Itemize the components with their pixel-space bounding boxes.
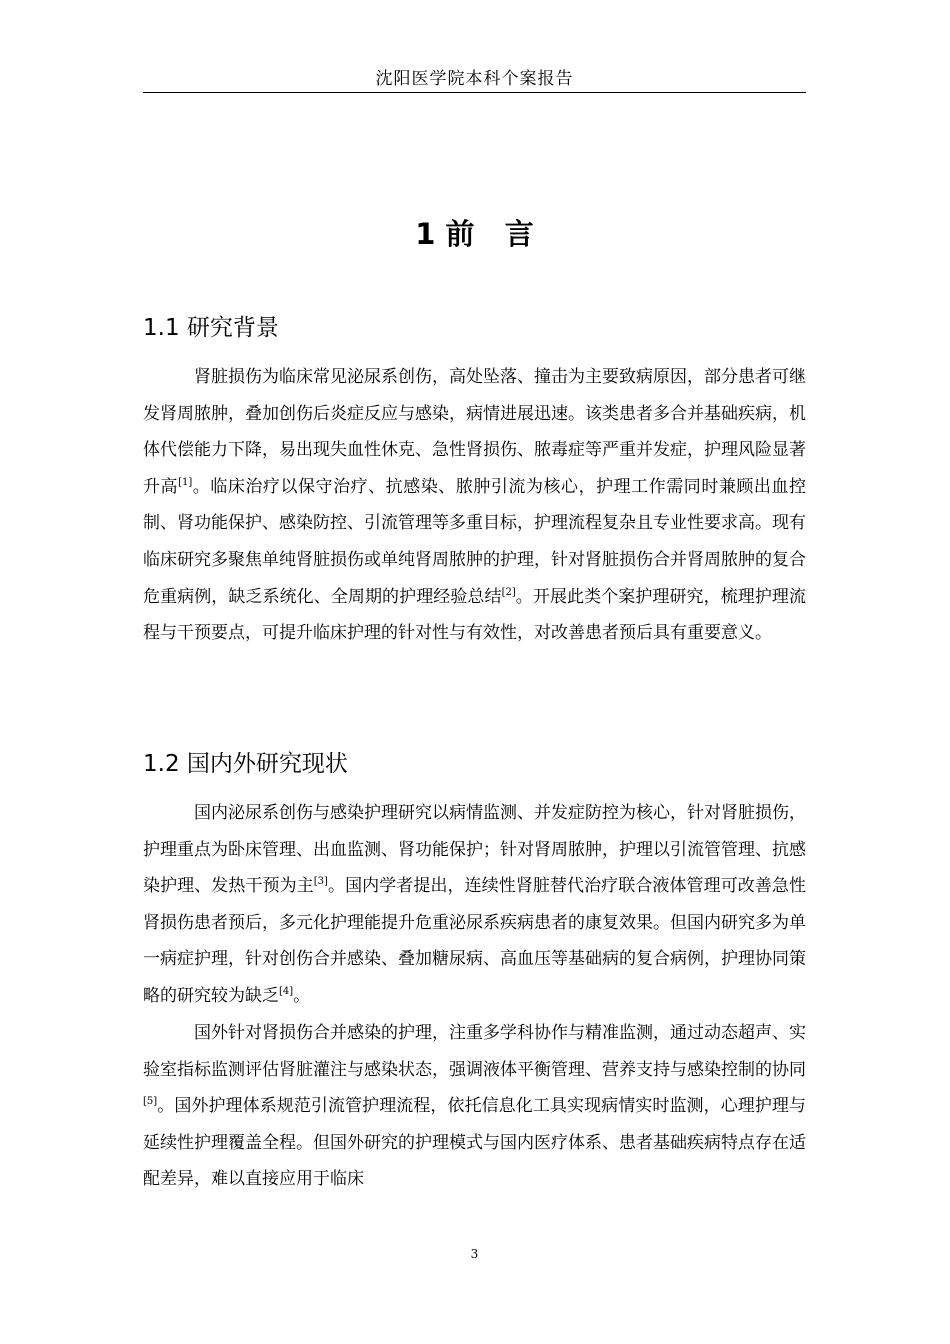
- header-rule: [143, 92, 806, 93]
- citation-ref: [1]: [178, 476, 193, 488]
- citation-ref: [4]: [279, 985, 294, 997]
- paragraph-text: 。开展此类个案护理研究，梳理护理流程与干预要点，可提升临床护理的针对性与有效性，对改善患者预后具有重要意义。: [143, 586, 806, 644]
- paragraph-text: 。: [293, 985, 311, 1006]
- paragraph-text: 。国内学者提出，连续性肾脏替代治疗联合液体管理可改善急性肾损伤患者预后，多元化护理能提升危重泌尿系疾病患者的康复效果。但国内研究多为单一病症护理，针对创伤合并感染、叠加糖尿病、高血压等基础病的复合病例，护理协同策略的研究较为缺乏: [143, 876, 807, 1006]
- paragraph-text: 。临床治疗以保守治疗、抗感染、脓肿引流为核心，护理工作需同时兼顾出血控制、肾功能保护、感染防控、引流管理等多重目标，护理流程复杂且专业性要求高。现有临床研究多聚焦单纯肾脏损伤或单纯肾周脓肿的护理，针对肾脏损伤合并肾周脓肿的复合危重病例，缺乏系统化、全周期的护理经验总结: [143, 476, 807, 607]
- paragraph-text: 肾脏损伤为临床常见泌尿系创伤，高处坠落、撞击为主要致病原因，部分患者可继发肾周脓肿，叠加创伤后炎症反应与感染，病情进展迅速。该类患者多合并基础疾病，机体代偿能力下降，易出现失血性休克、急性肾损伤、脓毒症等严重并发症，护理风险显著升高: [143, 367, 806, 497]
- paragraph-text: 国外针对肾损伤合并感染的护理，注重多学科协作与精准监测，通过动态超声、实验室指标监测评估肾脏灌注与感染状态，强调液体平衡管理、营养支持与感染控制的协同: [143, 1023, 806, 1080]
- chapter-title: 1 前 言: [415, 217, 534, 251]
- paragraph-text: 。国外护理体系规范引流管护理流程，依托信息化工具实现病情实时监测，心理护理与延续性护理覆盖全程。但国外研究的护理模式与国内医疗体系、患者基础疾病特点存在适配差异，难以直接应用于临床: [143, 1096, 806, 1190]
- section-heading-1-2: 1.2 国内外研究现状: [143, 751, 348, 777]
- paragraph-research-background: [143, 359, 806, 652]
- paragraph-foreign-research: [143, 1015, 806, 1198]
- citation-ref: [2]: [501, 586, 516, 598]
- paragraph-domestic-research: [143, 795, 806, 1015]
- citation-ref: [5]: [143, 1096, 158, 1108]
- paragraph-text: 国内泌尿系创伤与感染护理研究以病情监测、并发症防控为核心，针对肾脏损伤，护理重点为卧床管理、出血监测、肾功能保护；针对肾周脓肿，护理以引流管管理、抗感染护理、发热干预为主: [143, 803, 806, 897]
- page-number: 3: [470, 1247, 479, 1261]
- citation-ref: [3]: [313, 876, 328, 888]
- section-heading-1-1: 1.1 研究背景: [143, 315, 279, 341]
- running-header: 沈阳医学院本科个案报告: [375, 69, 574, 89]
